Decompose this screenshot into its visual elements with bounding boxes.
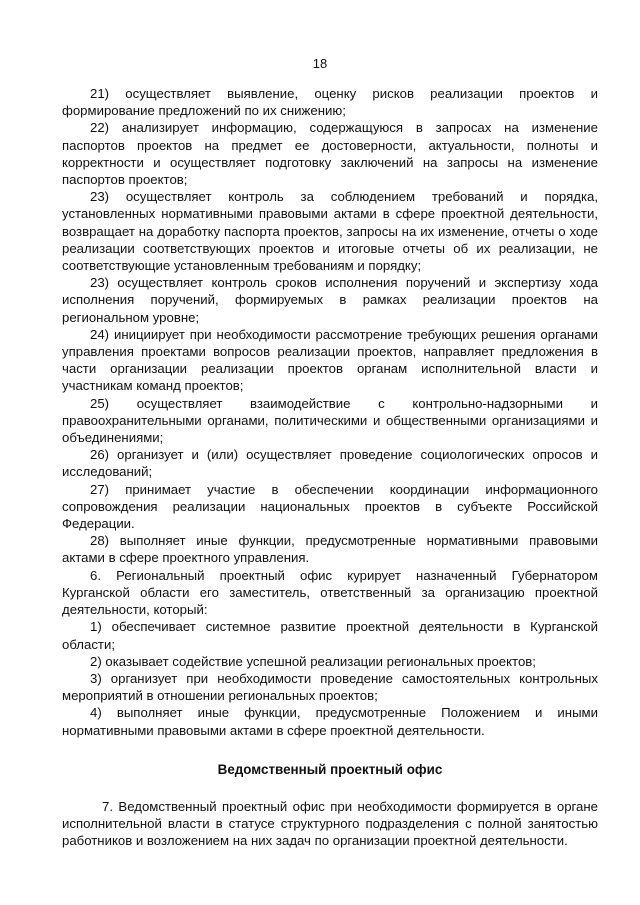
paragraph-duty-1: 1) обеспечивает системное развитие проектной деятельности в Курганской области;: [62, 619, 598, 652]
paragraph-item-24: 24) инициирует при необходимости рассмотрение требующих решения органами управления проектами вопросов реализации проектов, направляет предложения в части организации реализации проектов органам исполнительной власти и участникам команд проектов;: [62, 326, 598, 394]
paragraph-duty-4: 4) выполняет иные функции, предусмотренные Положением и иными нормативными правовыми актами в сфере проектной деятельности.: [62, 705, 598, 738]
paragraph-item-21: 21) осуществляет выявление, оценку рисков реализации проектов и формирование предложений по их снижению;: [62, 86, 598, 119]
paragraph-section-6: 6. Региональный проектный офис курирует назначенный Губернатором Курганской области его заместитель, ответственный за организацию проектной деятельности, который:: [62, 567, 598, 618]
paragraph-item-22: 22) анализирует информацию, содержащуюся в запросах на изменение паспортов проектов на предмет ее достоверности, актуальности, полноты и корректности и осуществляет подготовку заключений на запросы на изменение паспортов проектов;: [62, 120, 598, 188]
paragraph-item-26: 26) организует и (или) осуществляет проведение социологических опросов и исследований;: [62, 447, 598, 480]
paragraph-item-25: 25) осуществляет взаимодействие с контрольно-надзорными и правоохранительными органами, политическими и общественными организациями и объединениями;: [62, 395, 598, 446]
paragraph-item-23a: 23) осуществляет контроль за соблюдением требований и порядка, установленных нормативными правовыми актами в сфере проектной деятельности, возвращает на доработку паспорта проектов, запросы на их изменение, отчеты о ходе реализации соответствующих проектов и итоговые отчеты об их реализации, не соответствующие установленным требованиям и порядку;: [62, 189, 598, 274]
paragraph-section-7: 7. Ведомственный проектный офис при необходимости формируется в органе исполнительной власти в статусе структурного подразделения с полной занятостью работников и возложением на них задач по организации проектной деятельности.: [62, 798, 598, 849]
page-number: 18: [312, 56, 328, 71]
paragraph-duty-2: 2) оказывает содействие успешной реализации региональных проектов;: [90, 653, 536, 669]
section-heading: Ведомственный проектный офис: [217, 761, 443, 777]
paragraph-item-28: 28) выполняет иные функции, предусмотренные нормативными правовыми актами в сфере проектного управления.: [62, 533, 598, 566]
paragraph-item-23b: 23) осуществляет контроль сроков исполнения поручений и экспертизу хода исполнения поручений, формируемых в рамках реализации проектов на региональном уровне;: [62, 275, 598, 325]
paragraph-item-27: 27) принимает участие в обеспечении координации информационного сопровождения реализации национальных проектов в субъекте Российской Федерации.: [62, 481, 598, 532]
document-body: [62, 85, 598, 850]
paragraph-duty-3: 3) организует при необходимости проведение самостоятельных контрольных мероприятий в отношении региональных проектов;: [62, 670, 598, 704]
